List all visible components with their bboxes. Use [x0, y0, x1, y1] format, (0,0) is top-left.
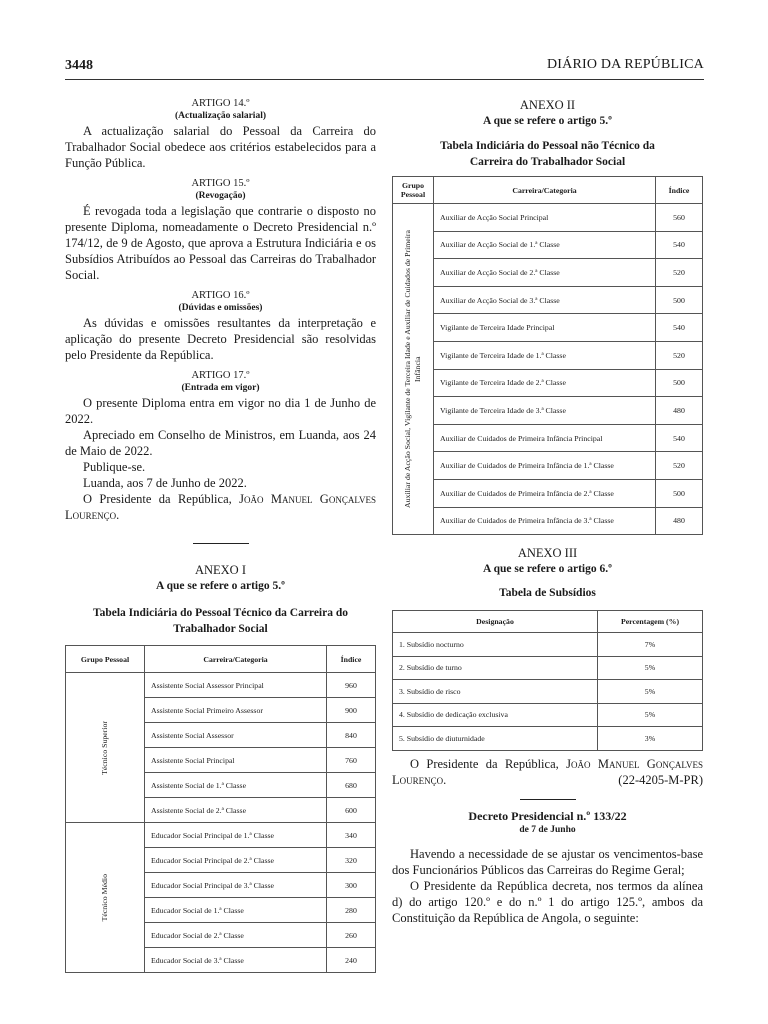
- category-cell: Assistente Social de 2.ª Classe: [145, 798, 327, 823]
- subsidy-name-cell: 1. Subsídio nocturno: [393, 633, 598, 657]
- place-date-paragraph: Luanda, aos 7 de Junho de 2022.: [83, 476, 247, 490]
- category-cell: Educador Social de 2.ª Classe: [145, 923, 327, 948]
- category-cell: Vigilante de Terceira Idade de 3.ª Classe: [434, 397, 656, 425]
- index-cell: 760: [327, 748, 376, 773]
- annex-1: [65, 562, 376, 973]
- decree-section: [392, 809, 703, 926]
- table-row: [393, 656, 703, 680]
- decree-title: Decreto Presidencial n.º 133/22: [468, 808, 627, 823]
- annex-3-table: [392, 610, 703, 751]
- table-header-row: [393, 177, 703, 204]
- index-cell: 520: [656, 341, 703, 369]
- article-paragraph: É revogada toda a legislação que contrarie o disposto no presente Diploma, nomeadamente o Decreto Presidencial n.º 174/12, de 9 de Agosto, que aprova a Estrutura Indiciária e os Subsídios Atribuídos ao Pessoal das Carreiras do Trabalhador Social.: [65, 204, 376, 282]
- table-row: [393, 231, 703, 259]
- table-title: Tabela Indiciária do Pessoal Técnico da Carreira do Trabalhador Social: [92, 607, 349, 635]
- article-heading: ARTIGO 14.º: [191, 98, 250, 109]
- category-cell: Auxiliar de Cuidados de Primeira Infância de 3.ª Classe: [434, 507, 656, 535]
- index-cell: 320: [327, 848, 376, 873]
- index-cell: 240: [327, 948, 376, 973]
- table-row: [393, 680, 703, 704]
- category-cell: Educador Social Principal de 2.ª Classe: [145, 848, 327, 873]
- category-cell: Auxiliar de Acção Social de 1.ª Classe: [434, 231, 656, 259]
- annex-3: [392, 545, 703, 751]
- index-cell: 340: [327, 823, 376, 848]
- category-cell: Assistente Social Assessor Principal: [145, 673, 327, 698]
- article-heading: ARTIGO 15.º: [191, 178, 250, 189]
- annex-heading: ANEXO I: [194, 563, 247, 577]
- subsidy-name-cell: 4. Subsídio de dedicação exclusiva: [393, 703, 598, 727]
- index-cell: 600: [327, 798, 376, 823]
- table-row: [393, 633, 703, 657]
- column-header: Designação: [393, 611, 598, 633]
- index-cell: 480: [656, 397, 703, 425]
- category-cell: Vigilante de Terceira Idade de 1.ª Classe: [434, 341, 656, 369]
- category-cell: Assistente Social Principal: [145, 748, 327, 773]
- index-cell: 520: [656, 259, 703, 287]
- table-row: [393, 341, 703, 369]
- decree-date: de 7 de Junho: [519, 824, 576, 835]
- article-15: [65, 177, 376, 283]
- table-row: [393, 204, 703, 232]
- index-cell: 840: [327, 723, 376, 748]
- table-title: Tabela Indiciária do Pessoal não Técnico da Carreira do Trabalhador Social: [440, 140, 655, 168]
- journal-title: DIÁRIO DA REPÚBLICA: [546, 57, 704, 72]
- article-title: (Dúvidas e omissões): [178, 303, 263, 313]
- article-paragraph: O presente Diploma entra em vigor no dia 1 de Junho de 2022.: [65, 396, 376, 426]
- table-row: [393, 479, 703, 507]
- index-cell: 260: [327, 923, 376, 948]
- group-label: Técnico Médio: [100, 873, 109, 922]
- column-header: Grupo Pessoal: [393, 177, 434, 204]
- subsidy-name-cell: 2. Subsídio de turno: [393, 656, 598, 680]
- index-cell: 540: [656, 314, 703, 342]
- article-title: (Revogação): [195, 191, 246, 201]
- subsidy-percentage-cell: 5%: [598, 656, 703, 680]
- table-row: [393, 286, 703, 314]
- article-16: [65, 289, 376, 363]
- category-cell: Vigilante de Terceira Idade Principal: [434, 314, 656, 342]
- table-row: [393, 507, 703, 535]
- category-cell: Assistente Social de 1.ª Classe: [145, 773, 327, 798]
- index-cell: 500: [656, 369, 703, 397]
- table-row: [393, 452, 703, 480]
- subsidy-percentage-cell: 7%: [598, 633, 703, 657]
- article-title: (Entrada em vigor): [181, 383, 260, 393]
- group-label: Técnico Superior: [100, 720, 109, 775]
- signature-paragraph: [65, 491, 376, 523]
- column-header: Índice: [656, 177, 703, 204]
- group-cell: [393, 204, 434, 535]
- signature-prefix: O Presidente da República,: [410, 756, 559, 771]
- annex-1-table: [65, 645, 376, 973]
- left-column: [65, 97, 376, 973]
- section-divider: [193, 543, 249, 544]
- category-cell: Auxiliar de Cuidados de Primeira Infância de 2.ª Classe: [434, 479, 656, 507]
- table-row: [393, 424, 703, 452]
- table-header-row: [393, 611, 703, 633]
- annex-heading: ANEXO II: [519, 98, 576, 112]
- article-paragraph: As dúvidas e omissões resultantes da interpretação e aplicação do presente Decreto Presidencial são resolvidas pelo Presidente da República.: [65, 316, 376, 362]
- category-cell: Educador Social Principal de 3.ª Classe: [145, 873, 327, 898]
- annex-2: [392, 97, 703, 535]
- decree-paragraph: O Presidente da República decreta, nos termos da alínea d) do artigo 120.º e do n.º 1 do artigo 125.º, ambos da Constituição da República de Angola, o seguinte:: [392, 878, 703, 925]
- category-cell: Educador Social Principal de 1.ª Classe: [145, 823, 327, 848]
- subsidy-percentage-cell: 5%: [598, 680, 703, 704]
- category-cell: Educador Social de 1.ª Classe: [145, 898, 327, 923]
- article-paragraph: A actualização salarial do Pessoal da Carreira do Trabalhador Social obedece aos critérios estabelecidos para a Função Pública.: [65, 124, 376, 170]
- index-cell: 680: [327, 773, 376, 798]
- column-header: Grupo Pessoal: [66, 646, 145, 673]
- category-cell: Auxiliar de Cuidados de Primeira Infância de 1.ª Classe: [434, 452, 656, 480]
- right-column: [392, 97, 703, 926]
- subsidy-percentage-cell: 5%: [598, 703, 703, 727]
- article-heading: ARTIGO 17.º: [191, 370, 250, 381]
- header-rule: [65, 79, 704, 80]
- subsidy-name-cell: 3. Subsídio de risco: [393, 680, 598, 704]
- article-17: [65, 369, 376, 427]
- annex-2-table: [392, 176, 703, 535]
- table-row: [393, 314, 703, 342]
- category-cell: Assistente Social Assessor: [145, 723, 327, 748]
- category-cell: Auxiliar de Acção Social de 2.ª Classe: [434, 259, 656, 287]
- index-cell: 500: [656, 286, 703, 314]
- column-header: Carreira/Categoria: [145, 646, 327, 673]
- signature-name: João Manuel Gonçalves Lourenço.: [65, 492, 377, 522]
- annex-reference: A que se refere o artigo 6.º: [483, 563, 612, 576]
- article-title: (Actualização salarial): [174, 111, 267, 121]
- approval-paragraph: Apreciado em Conselho de Ministros, em Luanda, aos 24 de Maio de 2022.: [65, 428, 376, 458]
- section-divider: [520, 799, 576, 800]
- column-header: Percentagem (%): [598, 611, 703, 633]
- index-cell: 280: [327, 898, 376, 923]
- signature-name: João Manuel Gonçalves Lourenço.: [392, 756, 704, 787]
- index-cell: 560: [656, 204, 703, 232]
- table-row: [393, 397, 703, 425]
- category-cell: Assistente Social Primeiro Assessor: [145, 698, 327, 723]
- group-cell: [66, 673, 145, 823]
- publish-paragraph: Publique-se.: [83, 460, 146, 474]
- table-row: [393, 259, 703, 287]
- annex-reference: A que se refere o artigo 5.º: [156, 580, 285, 592]
- table-header-row: [66, 646, 376, 673]
- page-number: 3448: [65, 58, 93, 73]
- group-label: Auxiliar de Acção Social, Vigilante de Terceira Idade e Auxiliar de Cuidados de Primeira Infância: [403, 230, 422, 509]
- index-cell: 480: [656, 507, 703, 535]
- index-cell: 900: [327, 698, 376, 723]
- table-row: [66, 673, 376, 698]
- index-cell: 500: [656, 479, 703, 507]
- table-row: [393, 369, 703, 397]
- index-cell: 520: [656, 452, 703, 480]
- article-heading: ARTIGO 16.º: [191, 290, 250, 301]
- group-cell: [66, 823, 145, 973]
- subsidy-percentage-cell: 3%: [598, 727, 703, 751]
- column-header: Índice: [327, 646, 376, 673]
- index-cell: 540: [656, 424, 703, 452]
- table-row: [393, 703, 703, 727]
- category-cell: Auxiliar de Cuidados de Primeira Infância Principal: [434, 424, 656, 452]
- column-header: Carreira/Categoria: [434, 177, 656, 204]
- decree-paragraph: Havendo a necessidade de se ajustar os vencimentos-base dos Funcionários Públicos das Carreiras do Regime Geral;: [392, 846, 703, 877]
- category-cell: Educador Social de 3.ª Classe: [145, 948, 327, 973]
- article-14: [65, 97, 376, 171]
- publication-reference: (22-4205-M-PR): [618, 772, 703, 787]
- table-title: Tabela de Subsídios: [499, 587, 596, 600]
- category-cell: Vigilante de Terceira Idade de 2.ª Classe: [434, 369, 656, 397]
- annex-reference: A que se refere o artigo 5.º: [483, 115, 612, 127]
- annex-heading: ANEXO III: [517, 546, 578, 561]
- index-cell: 540: [656, 231, 703, 259]
- index-cell: 960: [327, 673, 376, 698]
- category-cell: Auxiliar de Acção Social de 3.ª Classe: [434, 286, 656, 314]
- table-row: [393, 727, 703, 751]
- signature-prefix: O Presidente da República,: [83, 492, 232, 506]
- table-row: [66, 823, 376, 848]
- subsidy-name-cell: 5. Subsídio de diuturnidade: [393, 727, 598, 751]
- category-cell: Auxiliar de Acção Social Principal: [434, 204, 656, 232]
- index-cell: 300: [327, 873, 376, 898]
